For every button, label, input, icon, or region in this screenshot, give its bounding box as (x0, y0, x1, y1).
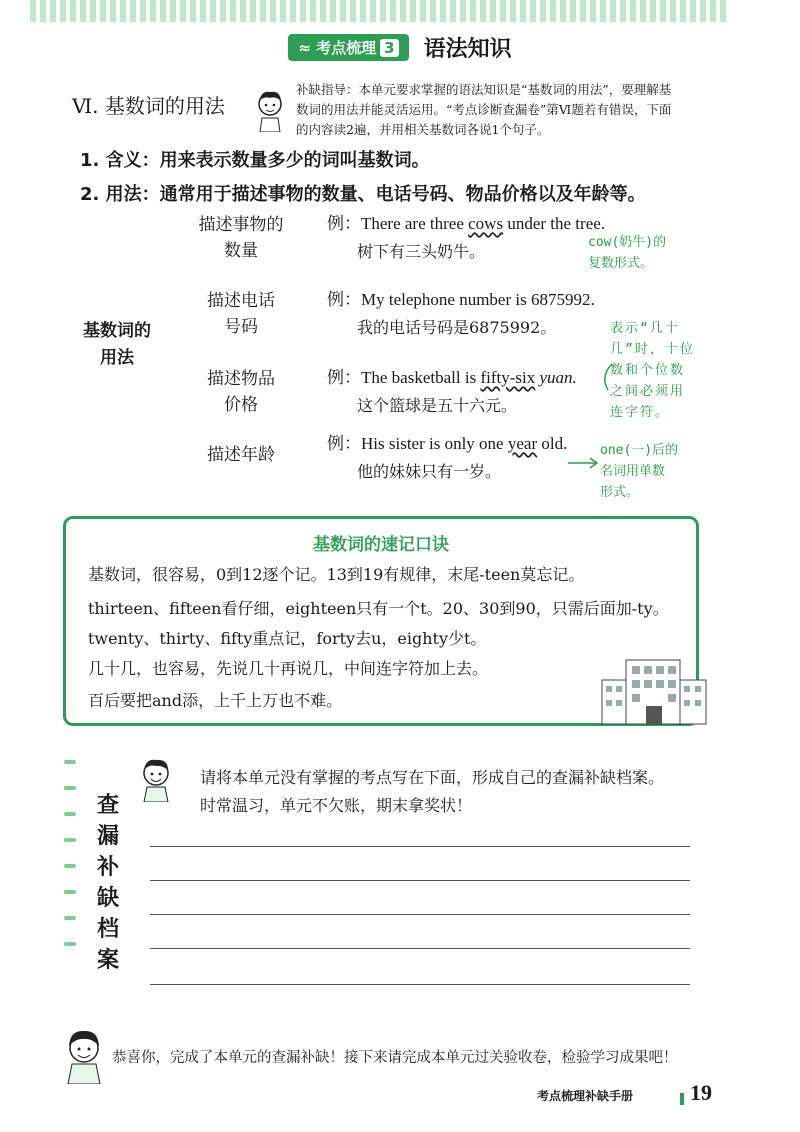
badge-label: 考点梳理 (316, 39, 377, 57)
mnemonic-title: 基数词的速记口诀 (313, 535, 449, 555)
section-title: Ⅵ. 基数词的用法 (72, 94, 225, 118)
student-avatar-icon (250, 86, 290, 132)
usage-category: 描述年龄 (207, 445, 275, 465)
example-en: His sister is only one (361, 434, 508, 453)
page-title: 语法知识 (423, 37, 512, 62)
footer-accent (680, 1093, 684, 1105)
top-decor-band (30, 0, 730, 22)
handwritten-note: cow(奶牛)的 复数形式。 (588, 235, 667, 271)
side-decoration (64, 760, 76, 980)
review-title: 查漏补缺档案 (96, 793, 119, 973)
example-en: yuan. (535, 368, 577, 387)
usage-example (327, 430, 567, 485)
example-zh: 这个篮球是五十六元。 (357, 396, 518, 415)
example-en-highlight: year (507, 434, 538, 453)
mnemonic-line: twenty、thirty、fifty重点记，forty去u，eighty少t。 (88, 629, 487, 648)
example-label: 例： (327, 214, 361, 234)
usage-category: 描述事物的 数量 (198, 215, 284, 261)
prompt-line: 时常温习，单元不欠账，期末拿奖状！ (200, 796, 473, 815)
example-en: old. (537, 434, 568, 453)
usage-example (327, 210, 605, 265)
congrats-message: 恭喜你，完成了本单元的查漏补缺！接下来请完成本单元过关验收卷，检验学习成果吧！ (112, 1050, 678, 1066)
example-label: 例： (327, 434, 361, 454)
mnemonic-line: 基数词，很容易，0到12逐个记。13到19有规律，末尾-teen莫忘记。 (88, 565, 585, 584)
point-usage: 2. 用法：通常用于描述事物的数量、电话号码、物品价格以及年龄等。 (80, 184, 646, 205)
usage-example (327, 364, 577, 419)
page-header (0, 32, 800, 63)
writing-line[interactable] (150, 880, 690, 881)
usage-label: 基数词的 用法 (83, 321, 151, 368)
arrow-icon (566, 456, 600, 470)
writing-line[interactable] (150, 914, 690, 915)
mnemonic-line: 几十几，也容易，先说几十再说几，中间连字符加上去。 (88, 659, 489, 678)
point-definition: 1. 含义：用来表示数量多少的词叫基数词。 (80, 150, 430, 171)
example-en: My telephone number is 6875992. (361, 290, 595, 309)
badge-number: 3 (380, 39, 398, 57)
arrow-icon (598, 362, 614, 392)
usage-category: 描述物品 价格 (207, 369, 275, 415)
example-label: 例： (327, 368, 361, 388)
writing-line[interactable] (150, 948, 690, 949)
mnemonic-line: thirteen、fifteen看仔细，eighteen只有一个t。20、30到90，只需后面加-ty。 (88, 599, 669, 618)
wave-icon: ≈ (298, 39, 311, 57)
example-zh: 我的电话号码是6875992。 (357, 318, 557, 337)
guide-line: 补缺指导：本单元要求掌握的语法知识是“基数词的用法”，要理解基 (296, 82, 672, 97)
section-badge (288, 34, 408, 61)
example-en-highlight: cows (468, 214, 504, 233)
student-avatar-icon (136, 756, 176, 802)
study-guide (296, 80, 736, 140)
handwritten-note: 表示“几十 几”时，十位 数和个位数 之间必须用 连字符。 (610, 321, 695, 420)
student-avatar-icon (60, 1026, 108, 1084)
usage-category: 描述电话 号码 (207, 291, 275, 337)
example-en: under the tree. (503, 214, 606, 233)
writing-line[interactable] (150, 846, 690, 847)
page-number: 19 (690, 1080, 712, 1105)
example-label: 例： (327, 290, 361, 310)
prompt-line: 请将本单元没有掌握的考点写在下面，形成自己的查漏补缺档案。 (200, 768, 665, 787)
guide-line: 的内容读2遍，并用相关基数词各说1个句子。 (296, 122, 550, 137)
handwritten-note: one(一)后的 名词用单数 形式。 (600, 443, 679, 500)
footer-label: 考点梳理补缺手册 (537, 1089, 634, 1103)
guide-line: 数词的用法并能灵活运用。“考点诊断查漏卷”第Ⅵ题若有错误，下面 (296, 102, 672, 117)
usage-example (327, 286, 595, 341)
example-zh: 他的妹妹只有一岁。 (357, 462, 502, 481)
building-icon (600, 652, 708, 726)
example-en-highlight: fifty-six (480, 368, 536, 387)
example-en: The basketball is (361, 368, 481, 387)
review-prompt (200, 764, 664, 820)
writing-line[interactable] (150, 984, 690, 985)
example-en: There are three (361, 214, 469, 233)
example-zh: 树下有三头奶牛。 (357, 242, 486, 261)
mnemonic-line: 百后要把and添，上千上万也不难。 (88, 691, 343, 710)
